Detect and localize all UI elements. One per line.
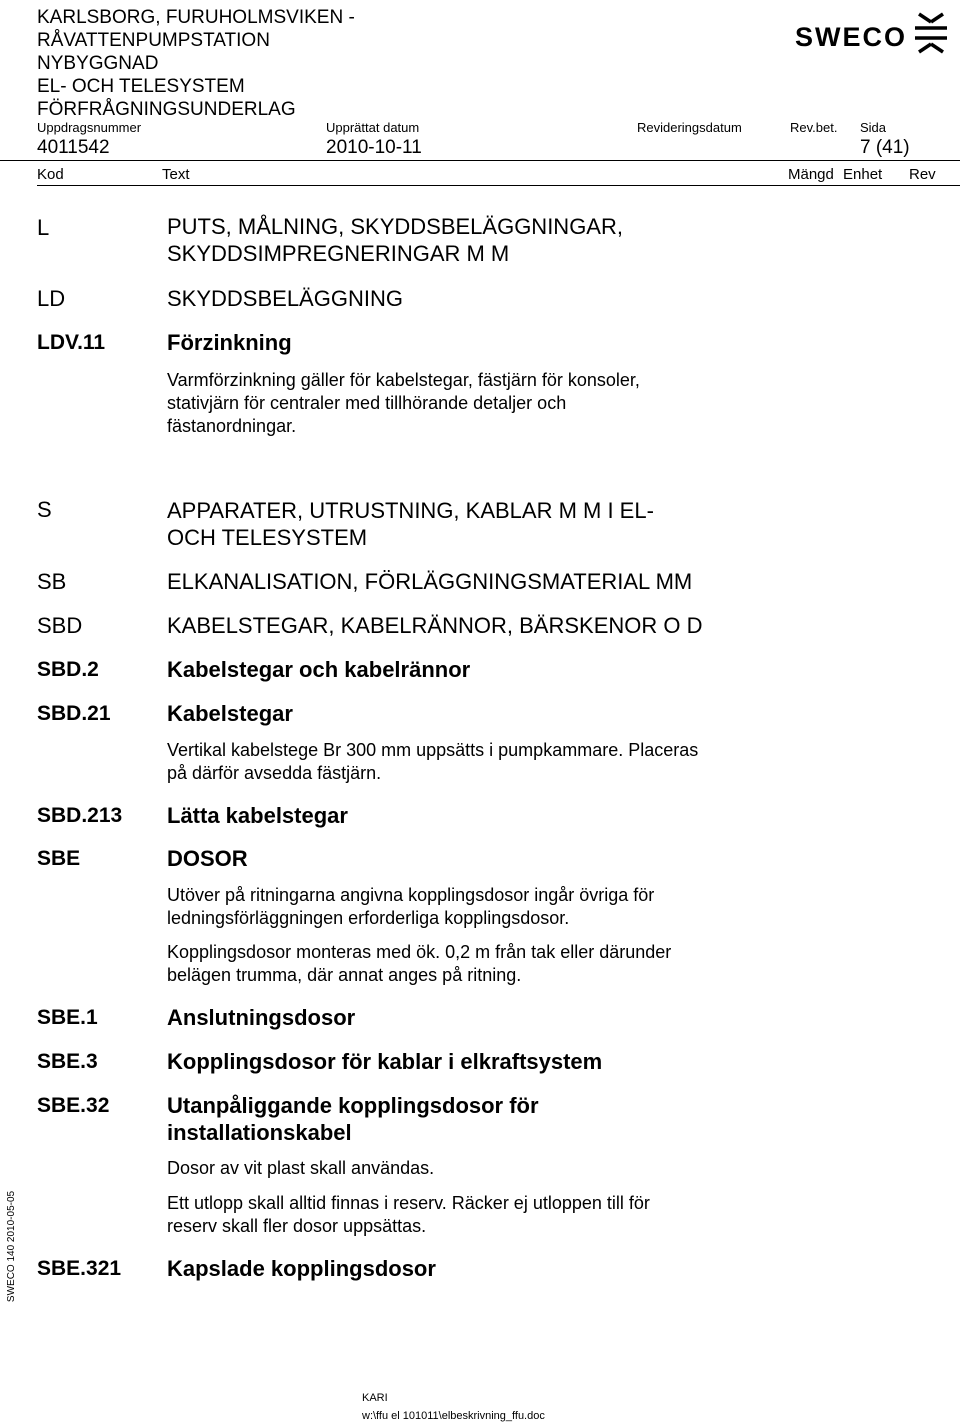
subheading: Utanpåliggande kopplingsdosor för — [167, 1093, 539, 1118]
footer-file-path: w:\ffu el 101011\elbeskrivning_ffu.doc — [362, 1410, 545, 1422]
label-revideringsdatum: Revideringsdatum — [637, 120, 742, 135]
code-sbe-3: SBE.3 — [37, 1050, 98, 1073]
heading-line: APPARATER, UTRUSTNING, KABLAR M M I EL- — [167, 498, 654, 523]
code-sbd-2: SBD.2 — [37, 658, 99, 681]
sweco-logo-text: SWECO — [795, 22, 908, 52]
side-template-note: SWECO 140 2010-05-05 — [6, 1190, 18, 1303]
value-sida: 7 (41) — [860, 137, 910, 158]
subheading: installationskabel — [167, 1120, 352, 1145]
heading-line: SKYDDSIMPREGNERINGAR M M — [167, 241, 510, 266]
subheading: DOSOR — [167, 846, 248, 871]
code-sbe: SBE — [37, 847, 81, 870]
code-sbe-32: SBE.32 — [37, 1094, 110, 1117]
paragraph-line: ledningsförläggningen erforderliga kopplingsdosor. — [167, 908, 570, 928]
header-divider — [0, 160, 960, 161]
code-sbe-1: SBE.1 — [37, 1006, 98, 1029]
column-header-divider — [37, 185, 960, 186]
value-upprattat-datum: 2010-10-11 — [326, 137, 422, 158]
subheading: Anslutningsdosor — [167, 1005, 356, 1030]
code-sbd: SBD — [37, 613, 83, 638]
footer-author: KARI — [362, 1392, 388, 1404]
sweco-logo — [795, 8, 955, 54]
paragraph-line: på därför avsedda fästjärn. — [167, 763, 382, 783]
code-ld: LD — [37, 286, 66, 311]
heading-line: PUTS, MÅLNING, SKYDDSBELÄGGNINGAR, — [167, 214, 623, 239]
subheading: Förzinkning — [167, 330, 292, 355]
paragraph-line: stativjärn för centraler med tillhörande detaljer och — [167, 393, 567, 413]
heading-line: OCH TELESYSTEM — [167, 525, 368, 550]
code-sbe-321: SBE.321 — [37, 1257, 122, 1280]
code-sb: SB — [37, 569, 67, 594]
heading-line: SKYDDSBELÄGGNING — [167, 286, 403, 311]
value-uppdragsnummer: 4011542 — [37, 137, 110, 158]
column-kod: Kod — [37, 166, 64, 183]
heading-line: KABELSTEGAR, KABELRÄNNOR, BÄRSKENOR O D — [167, 613, 703, 638]
code-s: S — [37, 497, 52, 522]
sweco-logo-icon — [911, 8, 953, 54]
project-title-line-5: FÖRFRÅGNINGSUNDERLAG — [37, 99, 296, 120]
code-sbd-21: SBD.21 — [37, 702, 111, 725]
label-rev-bet: Rev.bet. — [790, 120, 838, 135]
code-ldv-11: LDV.11 — [37, 331, 106, 354]
label-sida: Sida — [860, 120, 887, 135]
code-l: L — [37, 215, 50, 240]
paragraph-line: reserv skall fler dosor uppsättas. — [167, 1216, 427, 1236]
subheading: Kabelstegar — [167, 701, 293, 726]
column-mangd: Mängd — [788, 166, 834, 183]
paragraph-line: Utöver på ritningarna angivna kopplingsdosor ingår övriga för — [167, 885, 655, 905]
project-title-line-4: EL- OCH TELESYSTEM — [37, 76, 245, 97]
subheading: Kopplingsdosor för kablar i elkraftsystem — [167, 1049, 603, 1074]
column-enhet: Enhet — [843, 166, 883, 183]
paragraph-line: Kopplingsdosor monteras med ök. 0,2 m från tak eller därunder — [167, 942, 672, 962]
paragraph-line: Dosor av vit plast skall användas. — [167, 1158, 435, 1178]
subheading: Kabelstegar och kabelrännor — [167, 657, 471, 682]
project-title-line-1: KARLSBORG, FURUHOLMSVIKEN - — [37, 7, 355, 28]
column-rev: Rev — [909, 166, 936, 183]
label-uppdragsnummer: Uppdragsnummer — [37, 120, 142, 135]
paragraph-line: Vertikal kabelstege Br 300 mm uppsätts i pumpkammare. Placeras — [167, 740, 699, 760]
column-text: Text — [162, 166, 190, 183]
project-title-line-3: NYBYGGNAD — [37, 53, 159, 74]
subheading: Lätta kabelstegar — [167, 803, 348, 828]
heading-line: ELKANALISATION, FÖRLÄGGNINGSMATERIAL MM — [167, 569, 693, 594]
paragraph-line: Varmförzinkning gäller för kabelstegar, fästjärn för konsoler, — [167, 370, 640, 390]
paragraph-line: Ett utlopp skall alltid finnas i reserv. Räcker ej utloppen till för — [167, 1193, 650, 1213]
paragraph-line: fästanordningar. — [167, 416, 297, 436]
project-title-line-2: RÅVATTENPUMPSTATION — [37, 30, 270, 51]
code-sbd-213: SBD.213 — [37, 804, 123, 827]
paragraph-line: belägen trumma, där annat anges på ritning. — [167, 965, 522, 985]
label-upprattat-datum: Upprättat datum — [326, 120, 420, 135]
subheading: Kapslade kopplingsdosor — [167, 1256, 436, 1281]
